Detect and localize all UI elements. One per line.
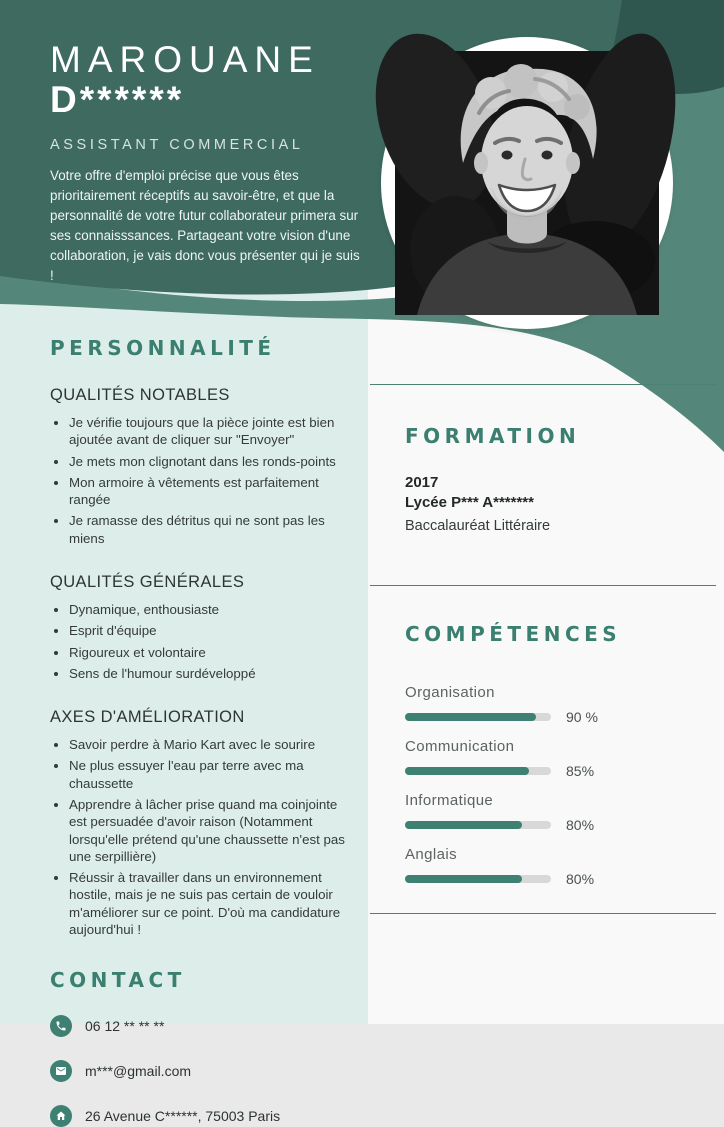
hero-header: [50, 40, 366, 300]
skill-bar-track: [405, 821, 551, 829]
skill-anglais: [405, 846, 705, 887]
bullet-item: • Ne plus essuyer l'eau par terre avec ma chaussette: [69, 757, 348, 792]
formation-year: 2017: [405, 474, 439, 491]
skill-bar-fill: [405, 821, 522, 829]
divider-rule: [370, 384, 716, 385]
section-title-contact: CONTACT: [50, 968, 186, 993]
first-name: MAROUANE: [50, 39, 320, 80]
bullet-item: • Apprendre à lâcher prise quand ma coinjointe est persuadée d'avoir raison (Notamment lorsqu'elle prétend qu'une chaussette n'est pas une serpillière): [69, 796, 348, 865]
section-title-formation: FORMATION: [405, 424, 581, 448]
phone-number: 06 12 ** ** **: [85, 1018, 165, 1035]
skill-bar-track: [405, 713, 551, 721]
bullet-item: • Sens de l'humour surdéveloppé: [69, 665, 348, 682]
skill-label: Anglais: [405, 846, 457, 863]
bullet-item: • Rigoureux et volontaire: [69, 644, 348, 661]
section-title-competences: COMPÉTENCES: [405, 622, 622, 646]
skill-label: Informatique: [405, 792, 494, 809]
bullet-item: • Je mets mon clignotant dans les ronds-points: [69, 453, 348, 470]
skill-bar-fill: [405, 767, 529, 775]
phone-icon: [50, 1015, 72, 1037]
skill-percentage: 85%: [566, 763, 595, 779]
intro-text: Votre offre d'emploi précise que vous êtes prioritairement réceptifs au savoir-être, et que la personnalité de votre futur collaborateur primera sur ses connaisssances. Partageant votre vision d'une collaboration, je vais donc vous présenter qui je suis !: [50, 167, 360, 284]
contact-address-row: [50, 1105, 348, 1127]
competences-section: [405, 622, 705, 900]
formation-degree: Baccalauréat Littéraire: [405, 518, 551, 534]
skill-percentage: 80%: [566, 817, 595, 833]
bullet-item: • Je ramasse des détritus qui ne sont pas les miens: [69, 512, 348, 547]
contact-email-row: [50, 1060, 348, 1082]
job-title: ASSISTANT COMMERCIAL: [50, 136, 304, 153]
divider-rule: [370, 913, 716, 914]
mail-icon: [50, 1060, 72, 1082]
personality-section: [50, 336, 348, 1127]
last-name-masked: D******: [50, 78, 185, 120]
formation-section: [405, 424, 685, 534]
bullet-item: • Mon armoire à vêtements est parfaitement rangée: [69, 474, 348, 509]
qualites-notables-list: [50, 414, 348, 547]
group-heading-axes-amelioration: AXES D'AMÉLIORATION: [50, 708, 245, 727]
home-icon: [50, 1105, 72, 1127]
skill-organisation: [405, 684, 705, 725]
skill-bar-fill: [405, 875, 522, 883]
postal-address: 26 Avenue C******, 75003 Paris: [85, 1108, 281, 1125]
formation-school: Lycée P*** A*******: [405, 494, 534, 511]
profile-photo: [381, 37, 673, 329]
divider-rule: [370, 585, 716, 586]
skill-communication: [405, 738, 705, 779]
section-title-personnalite: PERSONNALITÉ: [50, 336, 276, 360]
skill-label: Communication: [405, 738, 515, 755]
bullet-item: • Réussir à travailler dans un environnement hostile, mais je ne suis pas certain de vouloir m'améliorer sur ce point. D'où ma candidature aujourd'hui !: [69, 869, 348, 938]
bullet-item: • Savoir perdre à Mario Kart avec le sourire: [69, 736, 348, 753]
email-address: m***@gmail.com: [85, 1063, 192, 1080]
skill-bar-track: [405, 875, 551, 883]
skill-label: Organisation: [405, 684, 495, 701]
bullet-item: • Dynamique, enthousiaste: [69, 601, 348, 618]
portrait-illustration: [395, 51, 659, 315]
skill-bar-fill: [405, 713, 536, 721]
skill-bar-track: [405, 767, 551, 775]
contact-phone-row: [50, 1015, 348, 1037]
group-heading-qualites-notables: QUALITÉS NOTABLES: [50, 386, 230, 404]
qualites-generales-list: [50, 601, 348, 682]
bullet-item: • Esprit d'équipe: [69, 622, 348, 639]
skill-percentage: 80%: [566, 871, 595, 887]
bullet-item: • Je vérifie toujours que la pièce jointe est bien ajoutée avant de cliquer sur "Envoyer": [69, 414, 348, 449]
skills-list: [405, 684, 705, 887]
axes-amelioration-list: [50, 736, 348, 938]
skill-percentage: 90 %: [566, 709, 598, 725]
skill-informatique: [405, 792, 705, 833]
group-heading-qualites-generales: QUALITÉS GÉNÉRALES: [50, 572, 245, 591]
